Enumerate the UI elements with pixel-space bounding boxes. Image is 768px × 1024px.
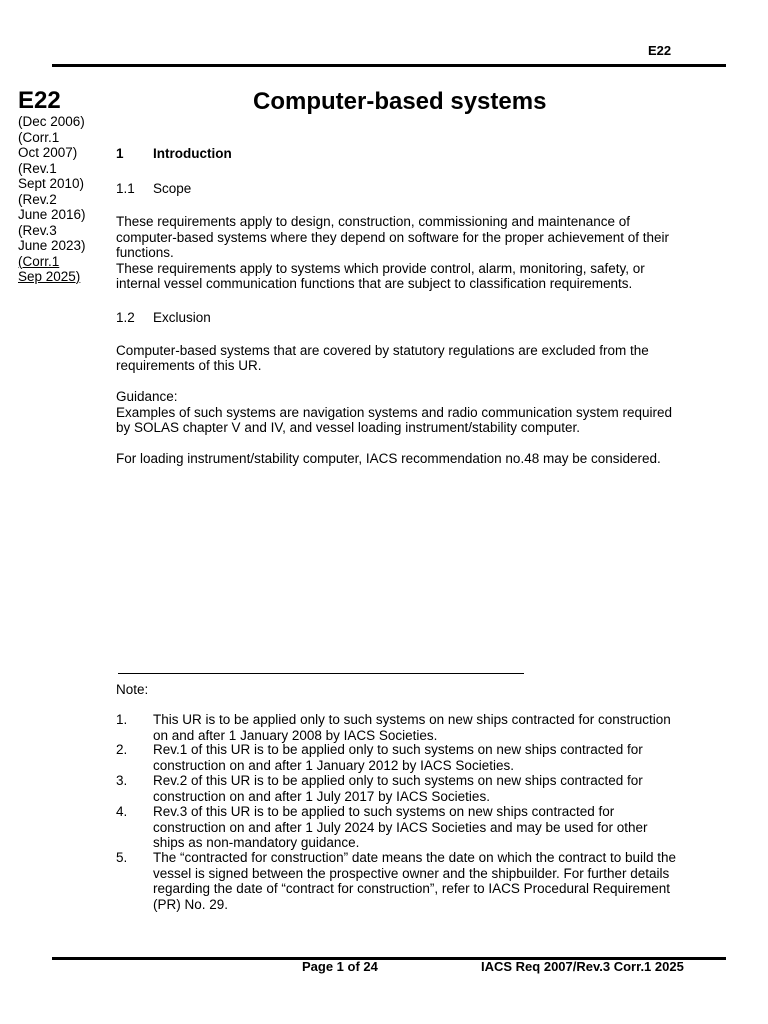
note-number: 1. bbox=[116, 712, 128, 727]
text-line: by SOLAS chapter V and IV, and vessel loading instrument/stability computer. bbox=[116, 420, 581, 435]
history-line: June 2023) bbox=[18, 238, 86, 253]
history-line-current: Sep 2025) bbox=[18, 269, 81, 284]
note-line: Rev.2 of this UR is to be applied only to such systems on new ships contracted for bbox=[153, 773, 643, 788]
note-line: ships as non-mandatory guidance. bbox=[153, 835, 360, 850]
note-line: Rev.3 of this UR is to be applied to such systems on new ships contracted for bbox=[153, 804, 615, 819]
note-label: Note: bbox=[116, 682, 149, 697]
footnote-rule bbox=[118, 673, 524, 674]
document-title: Computer-based systems bbox=[253, 88, 547, 115]
note-line: regarding the date of “contract for construction”, refer to IACS Procedural Requirement bbox=[153, 881, 671, 896]
history-line: Sept 2010) bbox=[18, 176, 85, 191]
note-line: (PR) No. 29. bbox=[153, 896, 229, 912]
text-line: These requirements apply to design, construction, commissioning and maintenance of bbox=[116, 214, 631, 229]
history-line: Oct 2007) bbox=[18, 145, 78, 160]
text-line: internal vessel communication functions that are subject to classification requirements. bbox=[116, 276, 633, 291]
text-line: These requirements apply to systems which provide control, alarm, monitoring, safety, or bbox=[116, 261, 645, 276]
note-line: The “contracted for construction” date means the date on which the contract to build the bbox=[153, 850, 677, 865]
history-line: June 2016) bbox=[18, 207, 86, 222]
note-line: on and after 1 January 2008 by IACS Societies. bbox=[153, 727, 438, 743]
history-line-current: (Corr.1 bbox=[18, 253, 60, 269]
note-number: 2. bbox=[116, 742, 128, 757]
note-line: construction on and after 1 January 2012 by IACS Societies. bbox=[153, 757, 514, 773]
subsection-heading: Exclusion bbox=[153, 310, 211, 325]
requirement-code: E22 bbox=[18, 87, 61, 114]
note-line: Rev.1 of this UR is to be applied only to such systems on new ships contracted for bbox=[153, 742, 643, 757]
history-line: (Rev.1 bbox=[18, 160, 57, 176]
subsection-heading: Scope bbox=[153, 181, 192, 196]
header-rule bbox=[52, 64, 726, 67]
subsection-number: 1.2 bbox=[116, 310, 135, 325]
revision-history bbox=[18, 114, 86, 285]
note-line: construction on and after 1 July 2017 by IACS Societies. bbox=[153, 788, 490, 804]
section-heading: Introduction bbox=[153, 146, 232, 161]
text-line: requirements of this UR. bbox=[116, 358, 262, 373]
guidance-label: Guidance: bbox=[116, 389, 178, 404]
history-line: (Rev.2 bbox=[18, 191, 57, 207]
text-line: functions. bbox=[116, 245, 174, 260]
note-number: 5. bbox=[116, 850, 128, 865]
subsection-number: 1.1 bbox=[116, 181, 135, 196]
note-line: vessel is signed between the prospective owner and the shipbuilder. For further details bbox=[153, 865, 670, 881]
text-line: Computer-based systems that are covered by statutory regulations are excluded from the bbox=[116, 343, 649, 358]
text-line: computer-based systems where they depend on software for the proper achievement of their bbox=[116, 230, 670, 245]
loading-instrument-note: For loading instrument/stability computer, IACS recommendation no.48 may be considered. bbox=[116, 451, 661, 466]
history-line: (Corr.1 bbox=[18, 129, 60, 145]
document-reference: IACS Req 2007/Rev.3 Corr.1 2025 bbox=[481, 959, 684, 974]
header-code: E22 bbox=[648, 43, 672, 58]
text-line: Examples of such systems are navigation systems and radio communication system required bbox=[116, 405, 672, 420]
note-number: 4. bbox=[116, 804, 128, 819]
note-line: This UR is to be applied only to such systems on new ships contracted for construction bbox=[153, 712, 671, 727]
history-line: (Rev.3 bbox=[18, 222, 57, 238]
section-number: 1 bbox=[116, 146, 124, 161]
history-line: (Dec 2006) bbox=[18, 114, 85, 129]
note-line: construction on and after 1 July 2024 by IACS Societies and may be used for other bbox=[153, 819, 648, 835]
note-number: 3. bbox=[116, 773, 128, 788]
page-number: Page 1 of 24 bbox=[302, 959, 378, 974]
